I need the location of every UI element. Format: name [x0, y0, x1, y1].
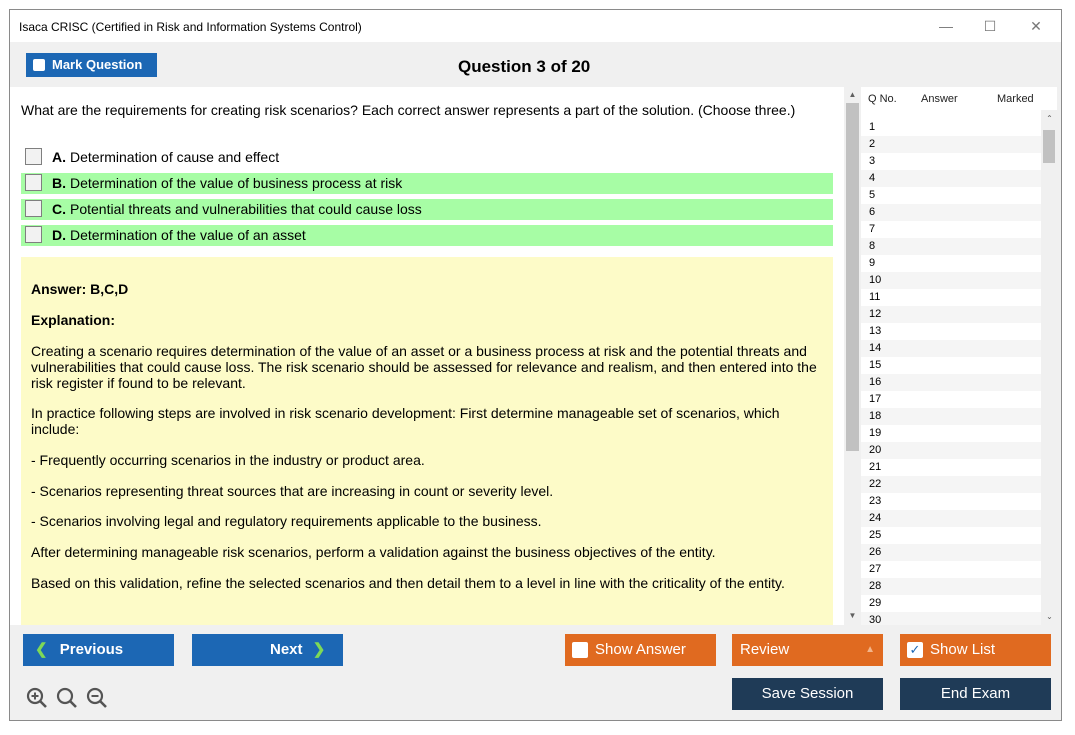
app-window	[9, 9, 1062, 721]
end-exam-label: End Exam	[940, 685, 1011, 702]
list-item[interactable]	[861, 204, 1041, 221]
list-item-number: 7	[869, 223, 876, 235]
mark-question-label: Mark Question	[52, 57, 143, 72]
list-item-number: 13	[869, 325, 882, 337]
list-item-number: 28	[869, 580, 882, 592]
option-d[interactable]	[21, 225, 833, 246]
zoom-in-icon[interactable]	[26, 687, 48, 709]
list-item[interactable]	[861, 391, 1041, 408]
answer-line: Answer: B,C,D	[31, 281, 129, 297]
list-item-number: 29	[869, 597, 882, 609]
list-item[interactable]	[861, 493, 1041, 510]
checked-checkbox-icon: ✓	[907, 642, 923, 658]
list-item-number: 5	[869, 189, 876, 201]
option-c[interactable]	[21, 199, 833, 220]
list-item-number: 17	[869, 393, 882, 405]
list-item-number: 12	[869, 308, 882, 320]
explanation-paragraph: - Scenarios representing threat sources that are increasing in count or severity level.	[31, 483, 554, 499]
list-item-number: 11	[869, 291, 881, 303]
show-answer-label: Show Answer	[595, 641, 686, 658]
chevron-left-icon: ❮	[35, 641, 48, 658]
list-scrollbar[interactable]	[1041, 110, 1057, 625]
maximize-icon[interactable]: ☐	[983, 18, 997, 34]
option-text: Determination of the value of business process at risk	[70, 175, 403, 191]
question-text: What are the requirements for creating risk scenarios? Each correct answer represents a part of the solution. (Choose three.)	[21, 102, 796, 118]
explanation-paragraph: In practice following steps are involved in risk scenario development: First determine manageable set of scenarios, which include:	[31, 405, 780, 437]
list-item-number: 22	[869, 478, 882, 490]
list-item[interactable]	[861, 357, 1041, 374]
show-list-label: Show List	[930, 641, 996, 658]
col-qno: Q No.	[868, 93, 897, 105]
list-item[interactable]	[861, 221, 1041, 238]
list-item-number: 10	[869, 274, 882, 286]
chevron-right-icon: ❯	[312, 641, 326, 658]
list-item[interactable]	[861, 442, 1041, 459]
list-item-number: 24	[869, 512, 882, 524]
option-text: Potential threats and vulnerabilities that could cause loss	[70, 201, 422, 217]
list-item[interactable]	[861, 255, 1041, 272]
scroll-thumb[interactable]	[846, 103, 859, 451]
explanation-paragraph: - Scenarios involving legal and regulatory requirements applicable to the business.	[31, 513, 542, 529]
scroll-thumb[interactable]	[1043, 130, 1055, 163]
list-item-number: 16	[869, 376, 882, 388]
list-item[interactable]	[861, 238, 1041, 255]
question-pane	[10, 87, 844, 625]
list-item[interactable]	[861, 425, 1041, 442]
list-header	[861, 87, 1057, 109]
option-letter: D.	[52, 227, 66, 243]
list-item-number: 15	[869, 359, 882, 371]
option-checkbox[interactable]	[25, 200, 42, 217]
list-item[interactable]	[861, 510, 1041, 527]
list-item-number: 2	[869, 138, 876, 150]
previous-label: Previous	[59, 641, 124, 658]
explanation-paragraph: After determining manageable risk scenarios, perform a validation against the business objectives of the entity.	[31, 544, 716, 560]
list-item[interactable]	[861, 595, 1041, 612]
checkbox-icon	[572, 642, 588, 658]
review-label: Review	[740, 641, 790, 658]
mark-question-button[interactable]	[26, 53, 157, 77]
save-session-label: Save Session	[761, 685, 854, 702]
list-item[interactable]	[861, 578, 1041, 595]
top-toolbar	[10, 42, 1061, 87]
scroll-down-icon[interactable]: ▼	[848, 611, 857, 620]
list-item[interactable]	[861, 289, 1041, 306]
list-item[interactable]	[861, 374, 1041, 391]
list-item[interactable]	[861, 306, 1041, 323]
list-item[interactable]	[861, 136, 1041, 153]
list-item[interactable]	[861, 544, 1041, 561]
list-item[interactable]	[861, 408, 1041, 425]
list-item[interactable]	[861, 170, 1041, 187]
option-checkbox[interactable]	[25, 226, 42, 243]
checkbox-icon	[33, 59, 45, 71]
list-item-number: 23	[869, 495, 882, 507]
list-item-number: 26	[869, 546, 882, 558]
list-item[interactable]	[861, 187, 1041, 204]
explanation-heading: Explanation:	[31, 312, 116, 328]
explanation-paragraph: Creating a scenario requires determination of the value of an asset or a business process at risk and the potential threats and vulnerabilities that could cause loss. The risk scenario should be assessed for relevance and realism, and then entered into the risk register if found to be relevant.	[31, 343, 817, 391]
list-item-number: 9	[869, 257, 876, 269]
list-item-number: 6	[869, 206, 876, 218]
list-item[interactable]	[861, 153, 1041, 170]
question-list	[861, 87, 1057, 625]
minimize-icon[interactable]: —	[939, 18, 953, 34]
explanation-paragraph: - Frequently occurring scenarios in the industry or product area.	[31, 452, 425, 468]
close-icon[interactable]: ✕	[1030, 18, 1042, 34]
option-text: Determination of the value of an asset	[70, 227, 306, 243]
list-item-number: 4	[869, 172, 876, 184]
list-item[interactable]	[861, 612, 1041, 625]
list-item-number: 30	[869, 614, 882, 625]
next-label: Next	[270, 641, 303, 658]
zoom-out-icon[interactable]	[86, 687, 108, 709]
explanation-panel	[21, 257, 833, 625]
list-item[interactable]	[861, 340, 1041, 357]
list-item-number: 19	[869, 427, 882, 439]
list-item-number: 18	[869, 410, 882, 422]
review-dropdown[interactable]	[732, 634, 883, 666]
question-counter: Question 3 of 20	[458, 57, 591, 76]
list-item-number: 8	[869, 240, 876, 252]
list-item[interactable]	[861, 272, 1041, 289]
list-item-number: 14	[869, 342, 882, 354]
list-item[interactable]	[861, 323, 1041, 340]
list-item-number: 3	[869, 155, 876, 167]
list-item-number: 20	[869, 444, 882, 456]
dropdown-arrow-icon: ▲	[865, 644, 875, 655]
window-title: Isaca CRISC (Certified in Risk and Information Systems Control)	[19, 20, 362, 34]
list-item[interactable]	[861, 119, 1041, 136]
show-answer-button[interactable]	[565, 634, 716, 666]
col-marked: Marked	[997, 93, 1034, 105]
list-item-number: 25	[869, 529, 882, 541]
title-bar	[10, 10, 1061, 42]
scroll-up-icon[interactable]: ⌃	[1046, 114, 1053, 123]
question-scrollbar[interactable]	[844, 87, 861, 625]
show-list-button[interactable]	[900, 634, 1051, 666]
option-checkbox[interactable]	[25, 174, 42, 191]
list-item-number: 21	[869, 461, 882, 473]
save-session-button[interactable]	[732, 678, 883, 710]
col-answer: Answer	[921, 93, 958, 105]
next-button[interactable]	[192, 634, 343, 666]
list-item[interactable]	[861, 476, 1041, 493]
list-item[interactable]	[861, 561, 1041, 578]
list-item-number: 1	[869, 121, 876, 133]
option-checkbox[interactable]	[25, 148, 42, 165]
option-b[interactable]	[21, 173, 833, 194]
list-item[interactable]	[861, 527, 1041, 544]
list-item[interactable]	[861, 459, 1041, 476]
option-letter: A.	[52, 149, 66, 165]
end-exam-button[interactable]	[900, 678, 1051, 710]
list-item-number: 27	[869, 563, 882, 575]
zoom-icon[interactable]	[56, 687, 78, 709]
option-text: Determination of cause and effect	[70, 149, 280, 165]
explanation-paragraph: Based on this validation, refine the selected scenarios and then detail them to a level in line with the criticality of the entity.	[31, 575, 785, 591]
option-letter: B.	[52, 175, 66, 191]
scroll-down-icon[interactable]: ⌄	[1046, 612, 1053, 621]
previous-button[interactable]	[23, 634, 174, 666]
option-a[interactable]	[21, 147, 833, 168]
option-letter: C.	[52, 201, 66, 217]
scroll-up-icon[interactable]: ▲	[848, 90, 857, 99]
